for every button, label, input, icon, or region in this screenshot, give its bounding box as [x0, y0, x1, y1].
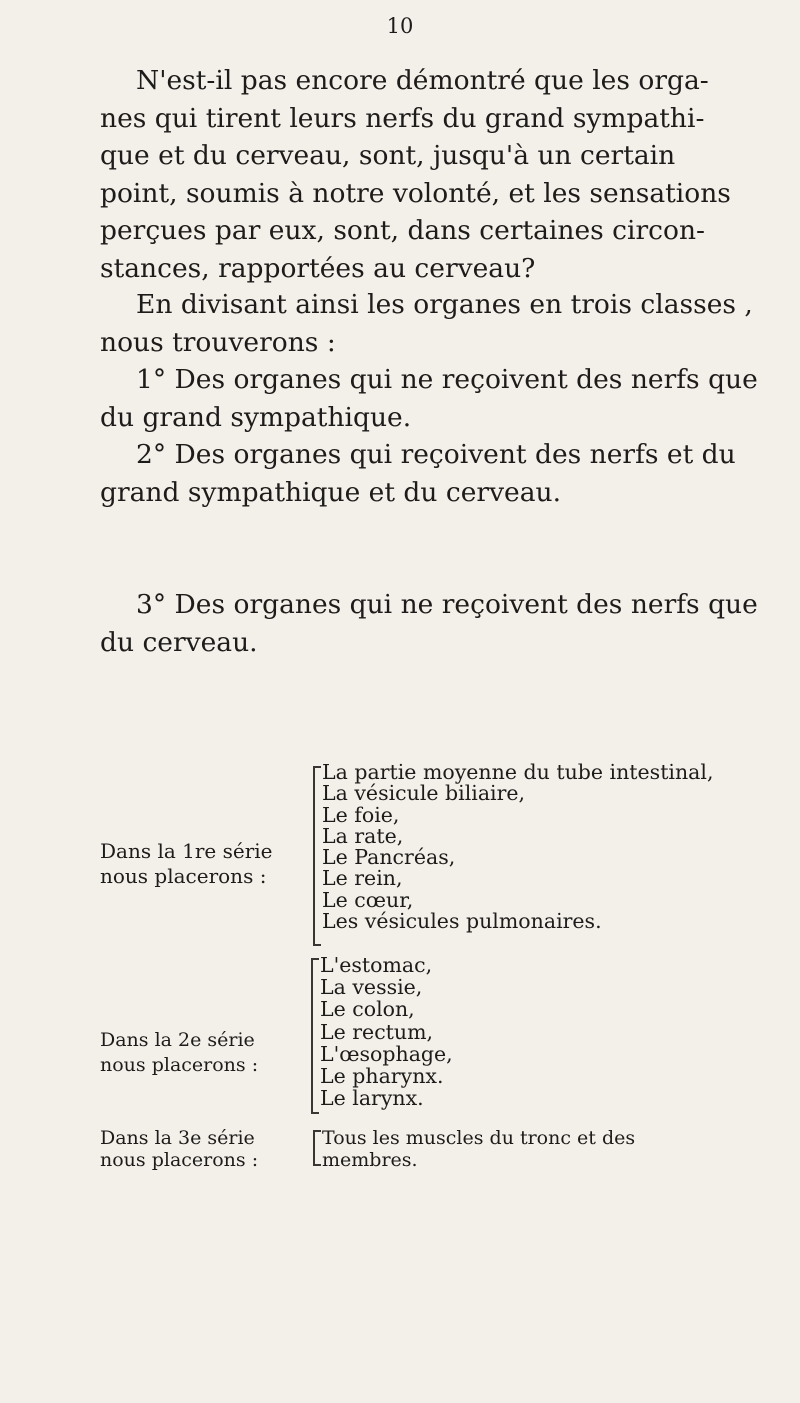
- list-item: Tous les muscles du tronc et des: [322, 1127, 636, 1149]
- series-intro-line: Dans la 2e série: [100, 1029, 255, 1051]
- paragraph-class-3: [100, 586, 758, 661]
- text-line: nes qui tirent leurs nerfs du grand sympathi-: [100, 102, 705, 134]
- paragraph-classes: [100, 286, 758, 436]
- list-item: Le cœur,: [322, 887, 414, 912]
- brace: [311, 958, 313, 1114]
- text-line: grand sympathique et du cerveau.: [100, 476, 562, 508]
- text-line: point, soumis à notre volonté, et les sensations: [100, 177, 731, 209]
- series-intro-line: nous placerons :: [100, 1149, 259, 1171]
- paragraph-class-2: [100, 436, 740, 511]
- paragraph-question: [100, 62, 740, 287]
- list-item: Le larynx.: [320, 1086, 424, 1111]
- text-line: 1° Des organes qui ne reçoivent des nerfs que: [136, 364, 758, 395]
- list-item: Les vésicules pulmonaires.: [322, 909, 602, 934]
- list-item: Le rein,: [322, 866, 403, 891]
- brace: [313, 1130, 315, 1166]
- brace: [313, 766, 315, 946]
- text-line: N'est-il pas encore démontré que les orga-: [136, 65, 709, 96]
- text-line: En divisant ainsi les organes en trois classes ,: [136, 289, 753, 320]
- list-item: Le rectum,: [320, 1019, 434, 1044]
- series-intro-line: nous placerons :: [100, 1054, 259, 1076]
- list-item: Le colon,: [320, 997, 415, 1022]
- organ-list: [322, 762, 713, 932]
- series-intro: [100, 1127, 258, 1171]
- page-number: 10: [386, 14, 414, 38]
- organ-list: [322, 1127, 635, 1171]
- list-item: Le Pancréas,: [322, 845, 456, 870]
- list-item: La vessie,: [320, 975, 423, 1000]
- series-intro: [100, 839, 273, 889]
- list-item: La vésicule biliaire,: [322, 781, 526, 806]
- series-intro-line: Dans la 3e série: [100, 1127, 255, 1149]
- series-intro: [100, 1028, 258, 1078]
- text-line: stances, rapportées au cerveau?: [100, 252, 536, 284]
- text-line: perçues par eux, sont, dans certaines circon-: [100, 215, 705, 246]
- list-item: La partie moyenne du tube intestinal,: [322, 760, 714, 784]
- text-line: nous trouverons :: [100, 326, 336, 358]
- series-intro-line: nous placerons :: [100, 864, 267, 888]
- list-item: L'estomac,: [320, 953, 433, 977]
- organ-list: [320, 954, 453, 1109]
- list-item: Le pharynx.: [320, 1063, 444, 1088]
- text-line: du grand sympathique.: [100, 401, 412, 433]
- text-line: 2° Des organes qui reçoivent des nerfs et du: [136, 439, 736, 470]
- text-line: du cerveau.: [100, 626, 258, 658]
- series-intro-line: Dans la 1re série: [100, 839, 273, 863]
- list-item: La rate,: [322, 823, 404, 848]
- text-line: que et du cerveau, sont, jusqu'à un certain: [100, 140, 676, 171]
- list-item: membres.: [322, 1149, 418, 1171]
- list-item: L'œsophage,: [320, 1041, 453, 1066]
- list-item: Le foie,: [322, 802, 400, 827]
- text-line: 3° Des organes qui ne reçoivent des nerfs que: [136, 589, 758, 620]
